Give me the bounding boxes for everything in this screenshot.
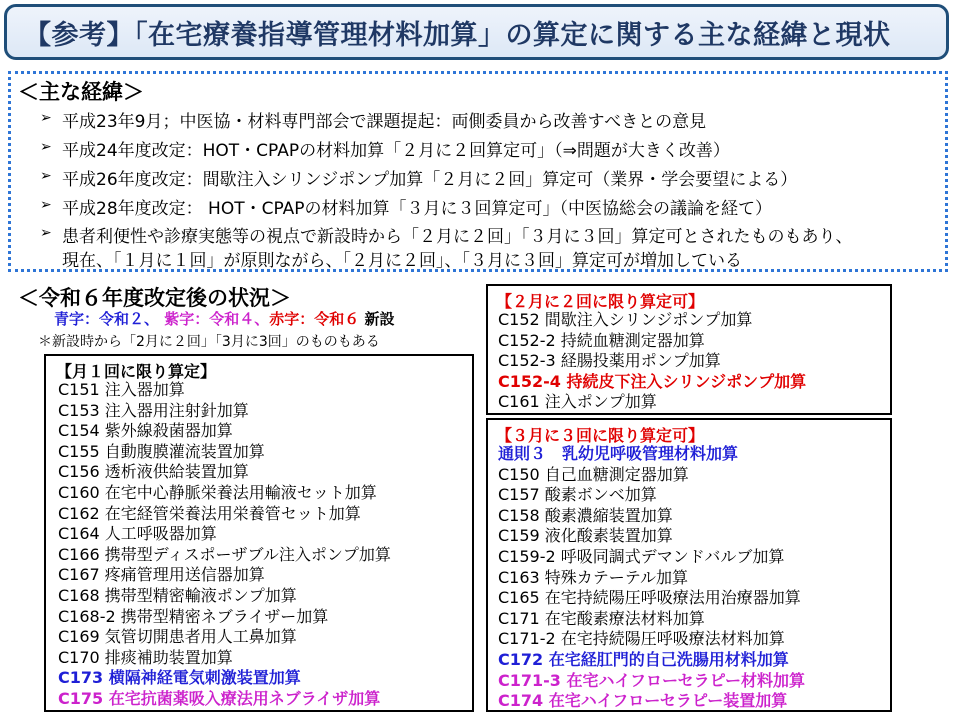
code-list-item: C163 特殊カテーテル加算 xyxy=(498,567,688,587)
arrow-bullet-icon: ➢ xyxy=(40,197,52,213)
history-bullet xyxy=(40,107,706,132)
code-list-item: C166 携帯型ディスポーザブル注入ポンプ加算 xyxy=(58,544,391,564)
code-list-item: C170 排痰補助装置加算 xyxy=(58,647,233,667)
color-legend xyxy=(54,308,395,329)
status-heading: ＜令和６年度改定後の状況＞ xyxy=(18,286,291,310)
history-bullet-text: 平成28年度改定： HOT・CPAPの材料加算「３月に３回算定可」（中医協総会の議論を経て） xyxy=(62,199,772,219)
monthly-frame xyxy=(44,354,474,712)
code-list-item: C171-2 在宅持続陽圧呼吸療法材料加算 xyxy=(498,629,785,649)
code-list-item: C155 自動腹膜灌流装置加算 xyxy=(58,441,265,461)
legend-blue: 青字：令和２、 xyxy=(54,310,160,328)
history-continuation: 現在、「１月に１回」が原則ながら、「２月に２回」、「３月に３回」算定可が増加している xyxy=(62,251,742,271)
code-list-item: C173 横隔神経電気刺激装置加算 xyxy=(58,668,301,688)
page-title: 【参考】「在宅療養指導管理材料加算」の算定に関する主な経緯と現状 xyxy=(24,20,891,51)
trimonthly-heading: 【３月に３回に限り算定可】 xyxy=(496,426,705,445)
history-bullet xyxy=(40,222,853,247)
code-list-item: C172 在宅経肛門的自己洗腸用材料加算 xyxy=(498,650,789,669)
arrow-bullet-icon: ➢ xyxy=(40,110,52,126)
arrow-bullet-icon: ➢ xyxy=(40,225,52,241)
code-list-item: C162 在宅経管栄養法用栄養管セット加算 xyxy=(58,503,361,523)
history-bullet xyxy=(40,136,730,161)
history-bullet-text: 平成26年度改定：間歇注入シリンジポンプ加算「２月に２回」算定可（業界・学会要望による） xyxy=(62,170,798,190)
code-list-item: C151 注入器加算 xyxy=(58,380,185,399)
code-list-item: C164 人工呼吸器加算 xyxy=(58,524,217,544)
code-list-item: C165 在宅持続陽圧呼吸療法用治療器加算 xyxy=(498,588,801,608)
trimonthly-frame xyxy=(486,418,892,712)
code-list-item: C168-2 携帯型精密ネブライザー加算 xyxy=(58,606,329,626)
code-list-item: C160 在宅中心静脈栄養法用輸液セット加算 xyxy=(58,483,377,502)
status-note: ＊新設時から「2月に２回」「3月に3回」のものもある xyxy=(38,334,380,350)
legend-suffix: 新設 xyxy=(364,310,395,328)
legend-magenta: 紫字：令和４、 xyxy=(164,310,270,328)
code-list-item: C152-2 持続血糖測定器加算 xyxy=(498,330,705,350)
code-list-item: C158 酸素濃縮装置加算 xyxy=(498,505,673,525)
arrow-bullet-icon: ➢ xyxy=(40,168,52,184)
history-bullet-text: 患者利便性や診療実態等の視点で新設時から「２月に２回」「３月に３回」算定可とされたものもあり、 xyxy=(62,227,853,247)
code-list-item: C169 気管切開患者用人工鼻加算 xyxy=(58,627,297,647)
history-bullet xyxy=(40,194,772,219)
code-list-item: C152-3 経腸投薬用ポンプ加算 xyxy=(498,351,721,371)
code-list-item: 通則３ 乳幼児呼吸管理材料加算 xyxy=(498,444,739,463)
code-list-item: C159 液化酸素装置加算 xyxy=(498,526,673,546)
code-list-item: C167 疼痛管理用送信器加算 xyxy=(58,565,265,585)
code-list-item: C156 透析液供給装置加算 xyxy=(58,462,249,482)
code-list-item: C152-4 持続皮下注入シリンジポンプ加算 xyxy=(498,371,807,391)
code-list-item: C161 注入ポンプ加算 xyxy=(498,392,657,412)
code-list-item: C150 自己血糖測定器加算 xyxy=(498,464,689,484)
code-list-item: C171-3 在宅ハイフローセラピー材料加算 xyxy=(498,670,806,690)
code-list-item: C174 在宅ハイフローセラピー装置加算 xyxy=(498,691,788,711)
history-bullet-text: 平成24年度改定：HOT・CPAPの材料加算「２月に２回算定可」（⇒問題が大きく改善） xyxy=(62,141,730,161)
code-list-item: C168 携帯型精密輸液ポンプ加算 xyxy=(58,586,297,605)
code-list-item: C153 注入器用注射針加算 xyxy=(58,400,249,420)
history-bullet-text: 平成23年9月；中医協・材料専門部会で課題提起：両側委員から改善すべきとの意見 xyxy=(62,112,707,132)
bimonthly-heading: 【２月に２回に限り算定可】 xyxy=(496,292,705,311)
history-bullet xyxy=(40,165,797,190)
arrow-bullet-icon: ➢ xyxy=(40,139,52,155)
code-list-item: C159-2 呼吸同調式デマンドバルブ加算 xyxy=(498,547,785,566)
code-list-item: C175 在宅抗菌薬吸入療法用ネブライザ加算 xyxy=(58,689,381,708)
bimonthly-frame xyxy=(486,284,892,415)
code-list-item: C157 酸素ボンベ加算 xyxy=(498,485,657,505)
history-heading: ＜主な経緯＞ xyxy=(18,80,144,104)
legend-red: 赤字：令和６ xyxy=(269,310,360,328)
code-list-item: C171 在宅酸素療法材料加算 xyxy=(498,608,705,628)
code-list-item: C152 間歇注入シリンジポンプ加算 xyxy=(498,310,753,329)
code-list-item: C154 紫外線殺菌器加算 xyxy=(58,421,233,441)
monthly-heading: 【月１回に限り算定】 xyxy=(56,362,217,381)
